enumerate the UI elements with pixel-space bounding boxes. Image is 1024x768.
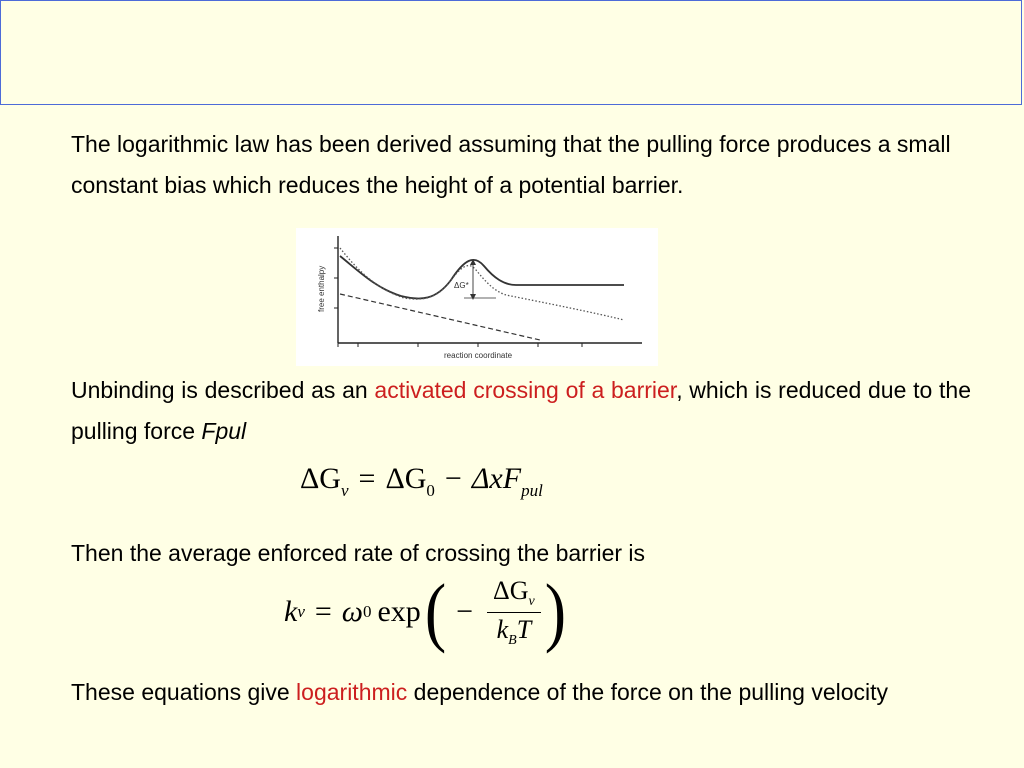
- eq-term: ΔxF: [471, 462, 522, 495]
- eq-operator: −: [456, 595, 474, 628]
- text-run: Unbinding is described as an: [71, 377, 375, 403]
- rate-paragraph: Then the average enforced rate of crossing the barrier is: [71, 540, 646, 566]
- eq-operator: =: [314, 595, 332, 628]
- conclusion-paragraph: [71, 677, 971, 707]
- eq-subscript: v: [297, 602, 305, 621]
- eq-paren: ): [544, 568, 567, 654]
- highlight-text: logarithmic: [296, 679, 408, 705]
- eq-subscript: 0: [426, 481, 435, 500]
- eq-paren: (: [424, 568, 447, 654]
- biased-potential-curve: [340, 248, 624, 320]
- y-axis-label: free enthalpy: [317, 265, 326, 312]
- text-run: dependence of the force on the pulling velocity: [407, 679, 889, 705]
- intro-paragraph: The logarithmic law has been derived assuming that the pulling force produces a small constant bias which reduces the height of a potential barrier.: [71, 131, 951, 198]
- eq-term: ω: [341, 595, 363, 628]
- bias-line: [340, 294, 540, 340]
- eq-subscript: 0: [362, 602, 372, 621]
- force-symbol: Fpul: [201, 418, 247, 444]
- eq-term: k: [496, 614, 509, 644]
- energy-landscape-plot: [296, 228, 658, 366]
- eq-subscript: v: [340, 481, 349, 500]
- barrier-equation: [300, 462, 543, 501]
- eq-denominator: [497, 613, 532, 649]
- text-run: , which is reduced due to the pulling force: [71, 377, 971, 444]
- highlight-text: activated crossing of a barrier: [374, 377, 677, 403]
- eq-term: ΔG: [385, 462, 427, 495]
- eq-term: T: [516, 614, 532, 644]
- text-run: These equations give: [71, 679, 297, 705]
- title-placeholder: [0, 0, 1022, 105]
- unbiased-potential-curve: [340, 256, 624, 299]
- eq-term: ΔG: [493, 575, 529, 605]
- free-enthalpy-figure: [296, 228, 658, 366]
- eq-subscript: pul: [521, 481, 543, 500]
- eq-function: exp: [377, 595, 421, 628]
- eq-term: ΔG: [300, 462, 341, 495]
- eq-subscript: B: [508, 632, 517, 648]
- eq-operator: =: [358, 462, 376, 495]
- rate-equation: [284, 568, 567, 654]
- delta-g-annotation: ΔG*: [454, 281, 469, 290]
- eq-subscript: v: [528, 593, 535, 609]
- eq-fraction: [487, 576, 541, 649]
- eq-term: k: [284, 595, 298, 628]
- eq-operator: −: [444, 462, 462, 495]
- x-axis-label: reaction coordinate: [444, 351, 513, 360]
- eq-numerator: [487, 576, 541, 613]
- unbinding-paragraph: [71, 370, 971, 452]
